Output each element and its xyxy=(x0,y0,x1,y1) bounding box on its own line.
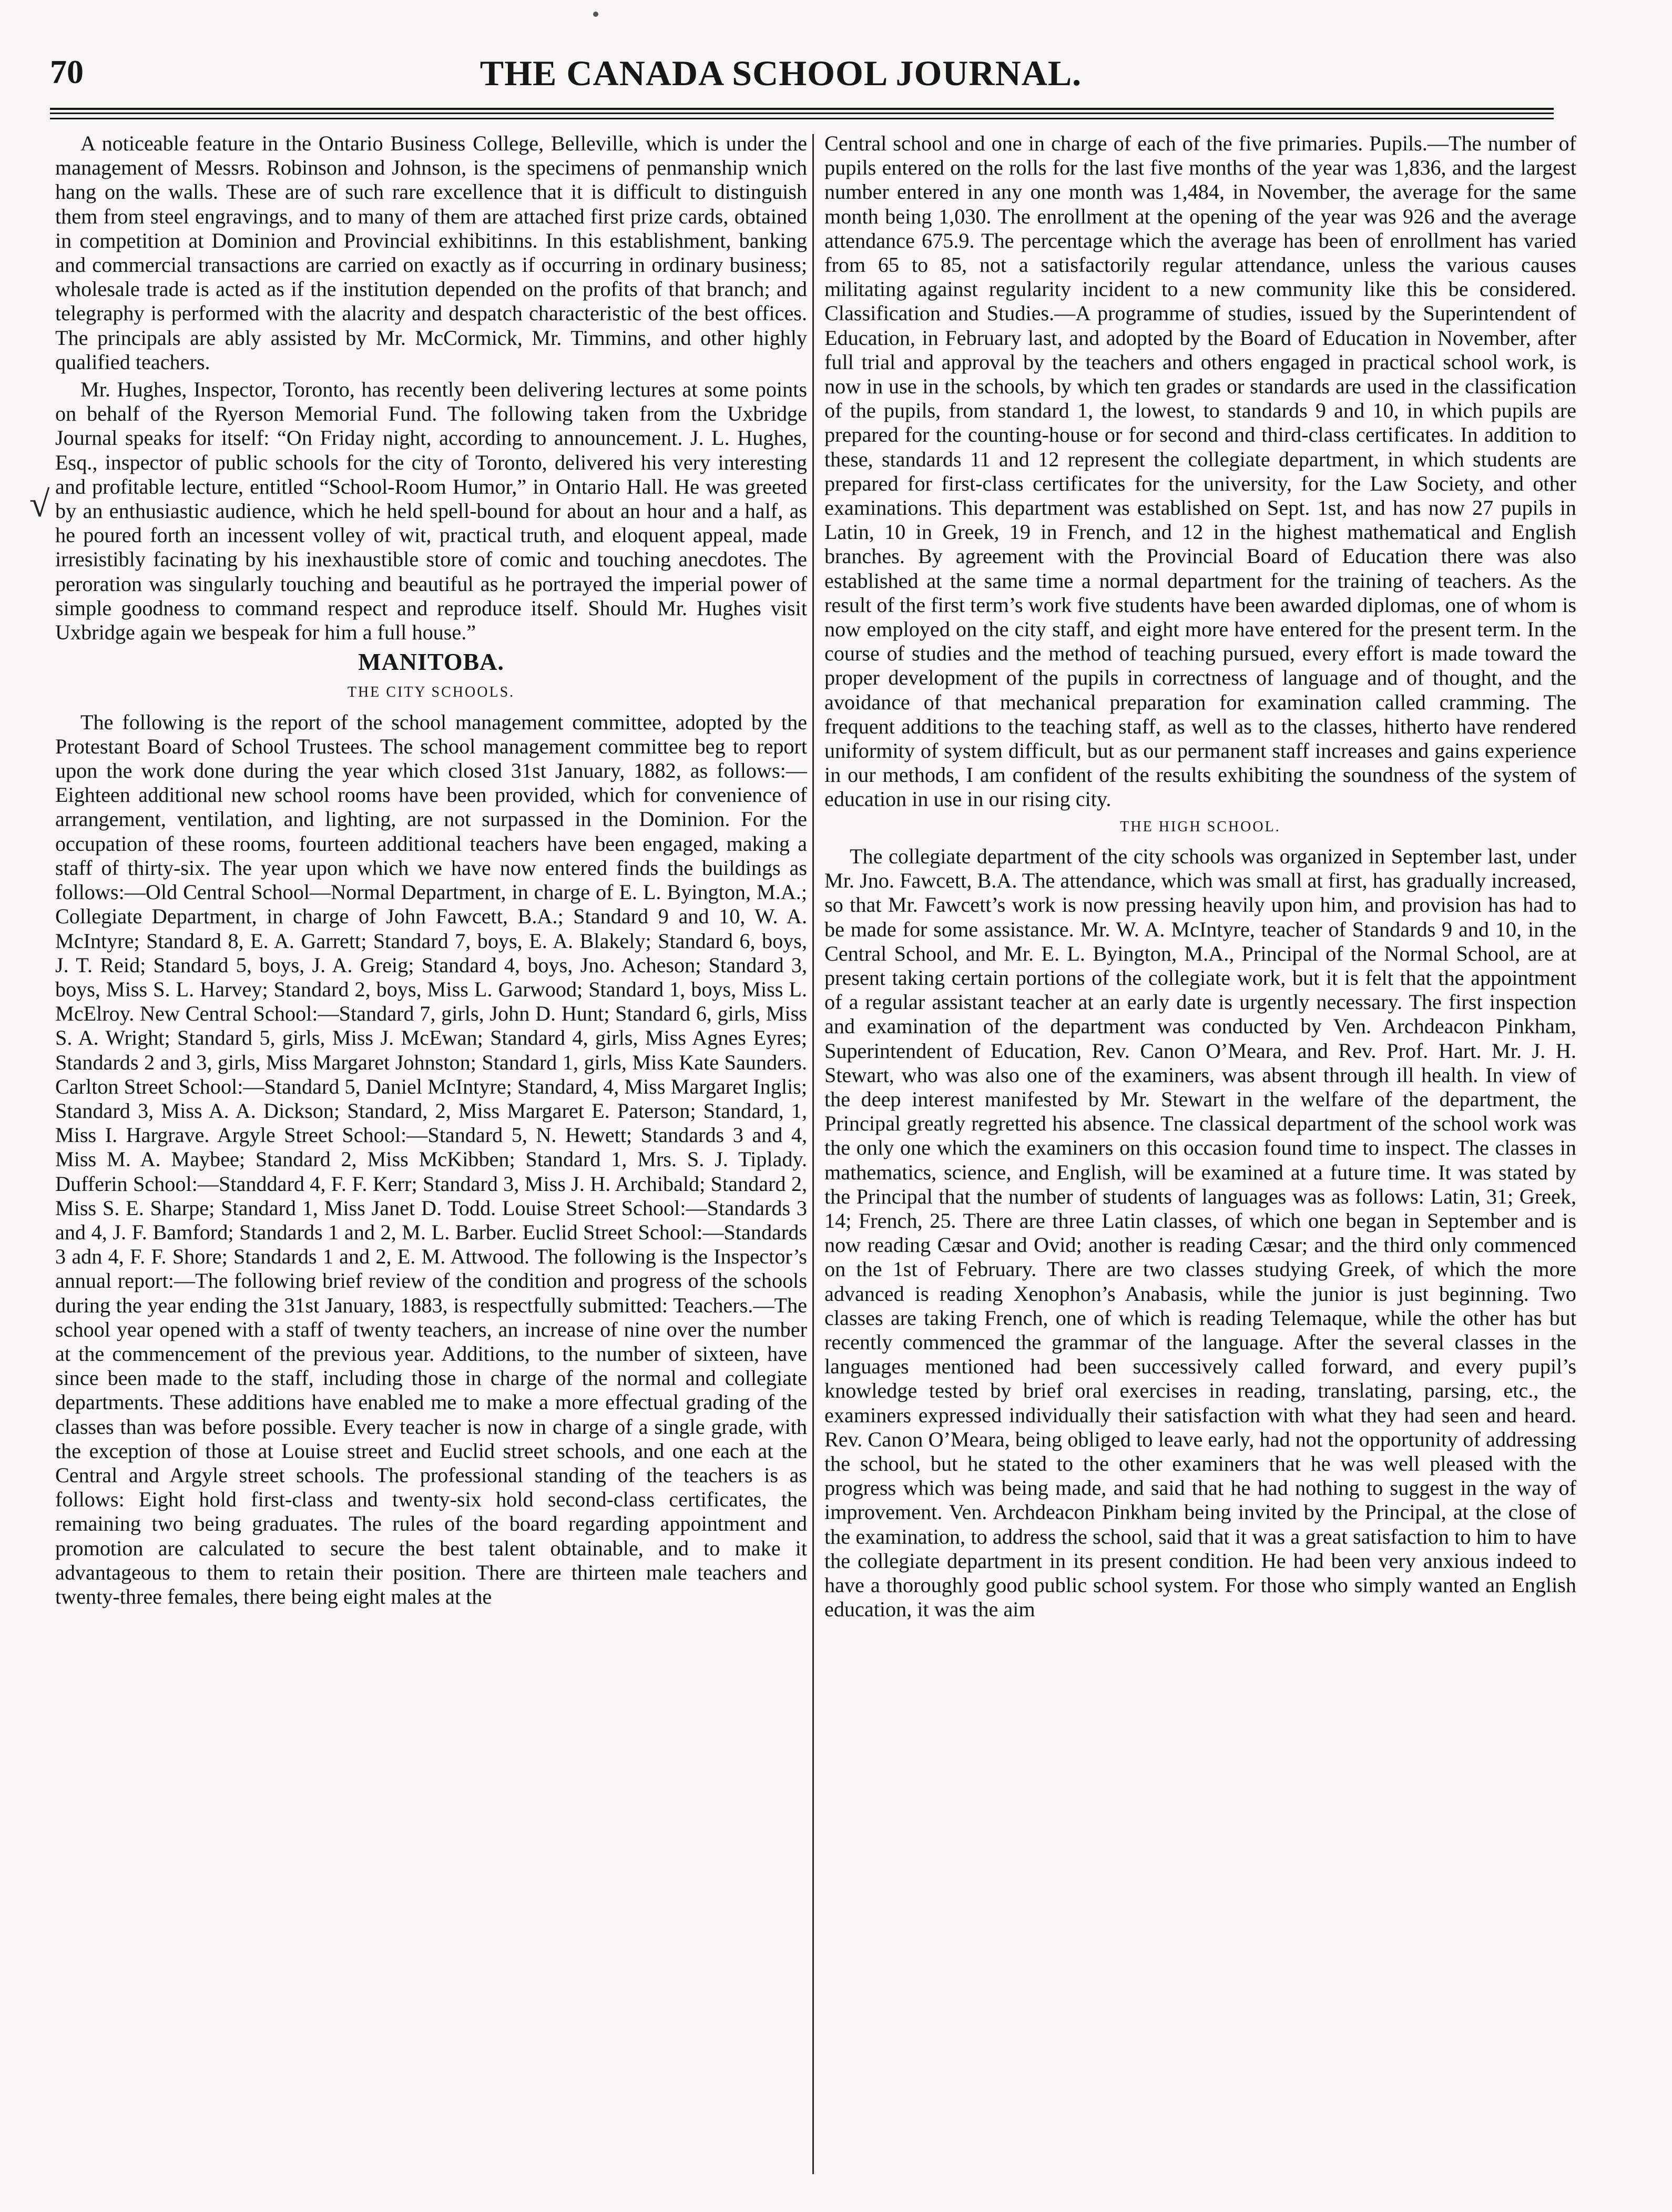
header-double-rule-top xyxy=(50,113,1554,114)
city-schools-report-paragraph: The following is the report of the school management committee, adopted by the Protestant Board of School Trustees. The school management committee beg to report upon the work done during the year which closed 31st January, 1882, as follows:—Eighteen additional new school rooms have been provided, which for convenience of arrangement, ventilation, and lighting, are not surpassed in the Dominion. For the occupation of these rooms, fourteen additional teachers have been engaged, making a staff of thirty-six. The year upon which we have now entered finds the buildings as follows:—Old Central School—Normal Department, in charge of E. L. Byington, M.A.; Collegiate Department, in charge of John Fawcett, B.A.; Standard 9 and 10, W. A. McIntyre; Standard 8, E. A. Garrett; Standard 7, boys, E. A. Blakely; Standard 6, boys, J. T. Reid; Standard 5, boys, J. A. Greig; Standard 4, boys, Jno. Acheson; Standard 3, boys, Miss S. L. Harvey; Standard 2, boys, Miss L. Garwood; Standard 1, boys, Miss L. McElroy. New Central School:—Standard 7, girls, John D. Hunt; Standard 6, girls, Miss S. A. Wright; Standard 5, girls, Miss J. McEwan; Standard 4, girls, Miss Agnes Eyres; Standards 2 and 3, girls, Miss Margaret Johnston; Standard 1, girls, Miss Kate Saunders. Carlton Street School:—Standard 5, Daniel McIntyre; Standard, 4, Miss Margaret Inglis; Standard 3, Miss A. A. Dickson; Standard, 2, Miss Margaret E. Paterson; Standard, 1, Miss I. Hargrave. Argyle Street School:—Standard 5, N. Hewett; Standards 3 and 4, Miss M. A. Maybee; Standard 2, Miss McKibben; Standard 1, Mrs. S. J. Tiplady. Dufferin School:—Standdard 4, F. F. Kerr; Standard 3, Miss J. H. Archibald; Standard 2, Miss S. E. Sharpe; Standard 1, Miss Janet D. Todd. Louise Street School:—Standards 3 and 4, J. F. Bamford; Standards 1 and 2, M. L. Barber. Euclid Street School:—Standards 3 adn 4, F. F. Shore; Standards 1 and 2, E. M. Attwood. The following is the Inspector’s annual report:—The following brief review of the condition and progress of the schools during the year ending the 31st January, 1883, is respectfully submitted: Teachers.—The school year opened with a staff of twenty teachers, an increase of nine over the number at the commencement of the previous year. Additions, to the number of sixteen, have since been made to the staff, including those in charge of the normal and collegiate departments. These additions have enabled me to make a more effectual grading of the classes than was before possible. Every teacher is now in charge of a single grade, with the exception of those at Louise street and Euclid street schools, and one each at the Central and Argyle street schools. The professional standing of the teachers is as follows: Eight hold first-class and twenty-six hold second-class certificates, the remaining two being graduates. The rules of the board regarding appointment and promotion are calculated to secure the best talent obtainable, and to make it advantageous to them to retain their position. There are thirteen male teachers and twenty-three females, there being eight males at the xyxy=(55,710,807,1608)
header-double-rule-bottom xyxy=(50,118,1554,119)
header-rule xyxy=(50,108,1554,110)
margin-check-mark: √ xyxy=(29,484,50,525)
section-heading-manitoba: MANITOBA. xyxy=(358,648,504,676)
page-number: 70 xyxy=(50,53,84,90)
print-speck xyxy=(593,12,598,17)
page-header xyxy=(50,53,1512,100)
subheading-high-school: THE HIGH SCHOOL. xyxy=(1120,818,1281,835)
report-continuation-paragraph: Central school and one in charge of each of the five primaries. Pupils.—The number of pupils entered on the rolls for the last five months of the year was 1,836, and the largest number entered in any one month was 1,484, in November, the average for the same month being 1,030. The enrollment at the opening of the year was 926 and the average attendance 675.9. The percentage which the average has been of enrollment has varied from 65 to 85, not a satisfactorily regular attendance, unless the various causes militating against regularity incident to a new community like this be considered. Classification and Studies.—A programme of studies, issued by the Superintendent of Education, in February last, and adopted by the Board of Education in November, after full trial and approval by the teachers and others engaged in practical school work, is now in use in the schools, by which ten grades or standards are used in the classification of the pupils, from standard 1, the lowest, to standards 9 and 10, in which pupils are prepared for the counting-house or for second and third-class certificates. In addition to these, standards 11 and 12 represent the collegiate department, in which students are prepared for first-class certificates for the university, for the Law Society, and other examinations. This department was established on Sept. 1st, and has now 27 pupils in Latin, 10 in Greek, 19 in French, and 12 in the highest mathematical and English branches. By agreement with the Provincial Board of Education there was also established at the same time a normal department for the training of teachers. As the result of the first term’s work five students have been awarded diplomas, one of whom is now employed on the city staff, and eight more have entered for the present term. In the course of studies and the method of teaching pursued, every effort is made toward the proper development of the pupils in correctness of language and of thought, and the avoidance of that mechanical preparation for examination called cramming. The frequent additions to the teaching staff, as well as to the classes, hitherto have rendered uniformity of system difficult, but as our permanent staff increases and gains experience in our methods, I am confident of the results exhibiting the soundness of the system of education in use in our rising city. xyxy=(824,131,1576,811)
left-column xyxy=(55,131,807,1612)
journal-title: THE CANADA SCHOOL JOURNAL. xyxy=(480,53,1082,93)
high-school-paragraph: The collegiate department of the city schools was organized in September last, under Mr. Jno. Fawcett, B.A. The attendance, which was small at first, has gradually increased, so that Mr. Fawcett’s work is now pressing heavily upon him, and provision has had to be made for some assistance. Mr. W. A. McIntyre, teacher of Standards 9 and 10, in the Central School, and Mr. E. L. Byington, M.A., Principal of the Normal School, are at present taking certain portions of the collegiate work, but it is felt that the appointment of a regular assistant teacher at an early date is urgently necessary. The first inspection and examination of the department was conducted by Ven. Archdeacon Pinkham, Superintendent of Education, Rev. Canon O’Meara, and Rev. Prof. Hart. Mr. J. H. Stewart, who was also one of the examiners, was absent through ill health. In view of the deep interest manifested by Mr. Stewart in the welfare of the department, the Principal greatly regretted his absence. Tne classical department of the school work was the only one which the examiners on this occasion found time to inspect. The classes in mathematics, science, and English, will be examined at a future time. It was stated by the Principal that the number of students of languages was as follows: Latin, 31; Greek, 14; French, 25. There are three Latin classes, of which one began in September and is now reading Cæsar and Ovid; another is reading Cæsar; and the third only commenced on the 1st of February. There are two classes studying Greek, of which the more advanced is reading Xenophon’s Anabasis, while the junior is just beginning. Two classes are taking French, one of which is reading Telemaque, while the other has but recently commenced the grammar of the language. After the several classes in the languages mentioned had been successively called forward, and every pupil’s knowledge tested by brief oral exercises in reading, translating, parsing, etc., the examiners expressed individually their satisfaction with what they had seen and heard. Rev. Canon O’Meara, being obliged to leave early, had not the opportunity of addressing the school, but he stated to the other examiners that he was well pleased with the progress which was being made, and said that he had nothing to suggest in the way of improvement. Ven. Archdeacon Pinkham being invited by the Principal, at the close of the examination, to address the school, said that it was a great satisfaction to him to have the collegiate department in its present condition. He had been very anxious indeed to have a thoroughly good public school system. For those who simply wanted an English education, it was the aim xyxy=(824,844,1576,1622)
subheading-city-schools: THE CITY SCHOOLS. xyxy=(347,684,515,701)
column-divider xyxy=(812,134,814,2174)
business-college-paragraph: A noticeable feature in the Ontario Business College, Belleville, which is under the management of Messrs. Robinson and Johnson, is the specimens of penmanship wnich hang on the walls. These are of such rare excellence that it is difficult to distinguish them from steel engravings, and to many of them are attached first prize cards, obtained in competition at Dominion and Provincial exhibitinns. In this establishment, banking and commercial transactions are carried on exactly as if occurring in ordinary business; wholesale trade is acted as if the institution depended on the profits of that branch; and telegraphy is performed with the alacrity and despatch characteristic of the best offices. The principals are ably assisted by Mr. McCormick, Mr. Timmins, and other highly qualified teachers. xyxy=(55,131,807,374)
hughes-lecture-paragraph: Mr. Hughes, Inspector, Toronto, has recently been delivering lectures at some points on behalf of the Ryerson Memorial Fund. The following taken from the Uxbridge Journal speaks for itself: “On Friday night, according to announcement. J. L. Hughes, Esq., inspector of public schools for the city of Toronto, delivered his very interesting and profitable lecture, entitled “School-Room Humor,” in Ontario Hall. He was greeted by an enthusiastic audience, which he held spell-bound for about an hour and a half, as he poured forth an incessent volley of wit, practical truth, and eloquent appeal, made irresistibly facinating by his inexhaustible store of comic and touching anecdotes. The peroration was singularly touching and beautiful as he portrayed the imperial power of simple goodness to command respect and reproduce itself. Should Mr. Hughes visit Uxbridge again we bespeak for him a full house.” xyxy=(55,378,807,645)
right-column xyxy=(824,131,1576,1625)
